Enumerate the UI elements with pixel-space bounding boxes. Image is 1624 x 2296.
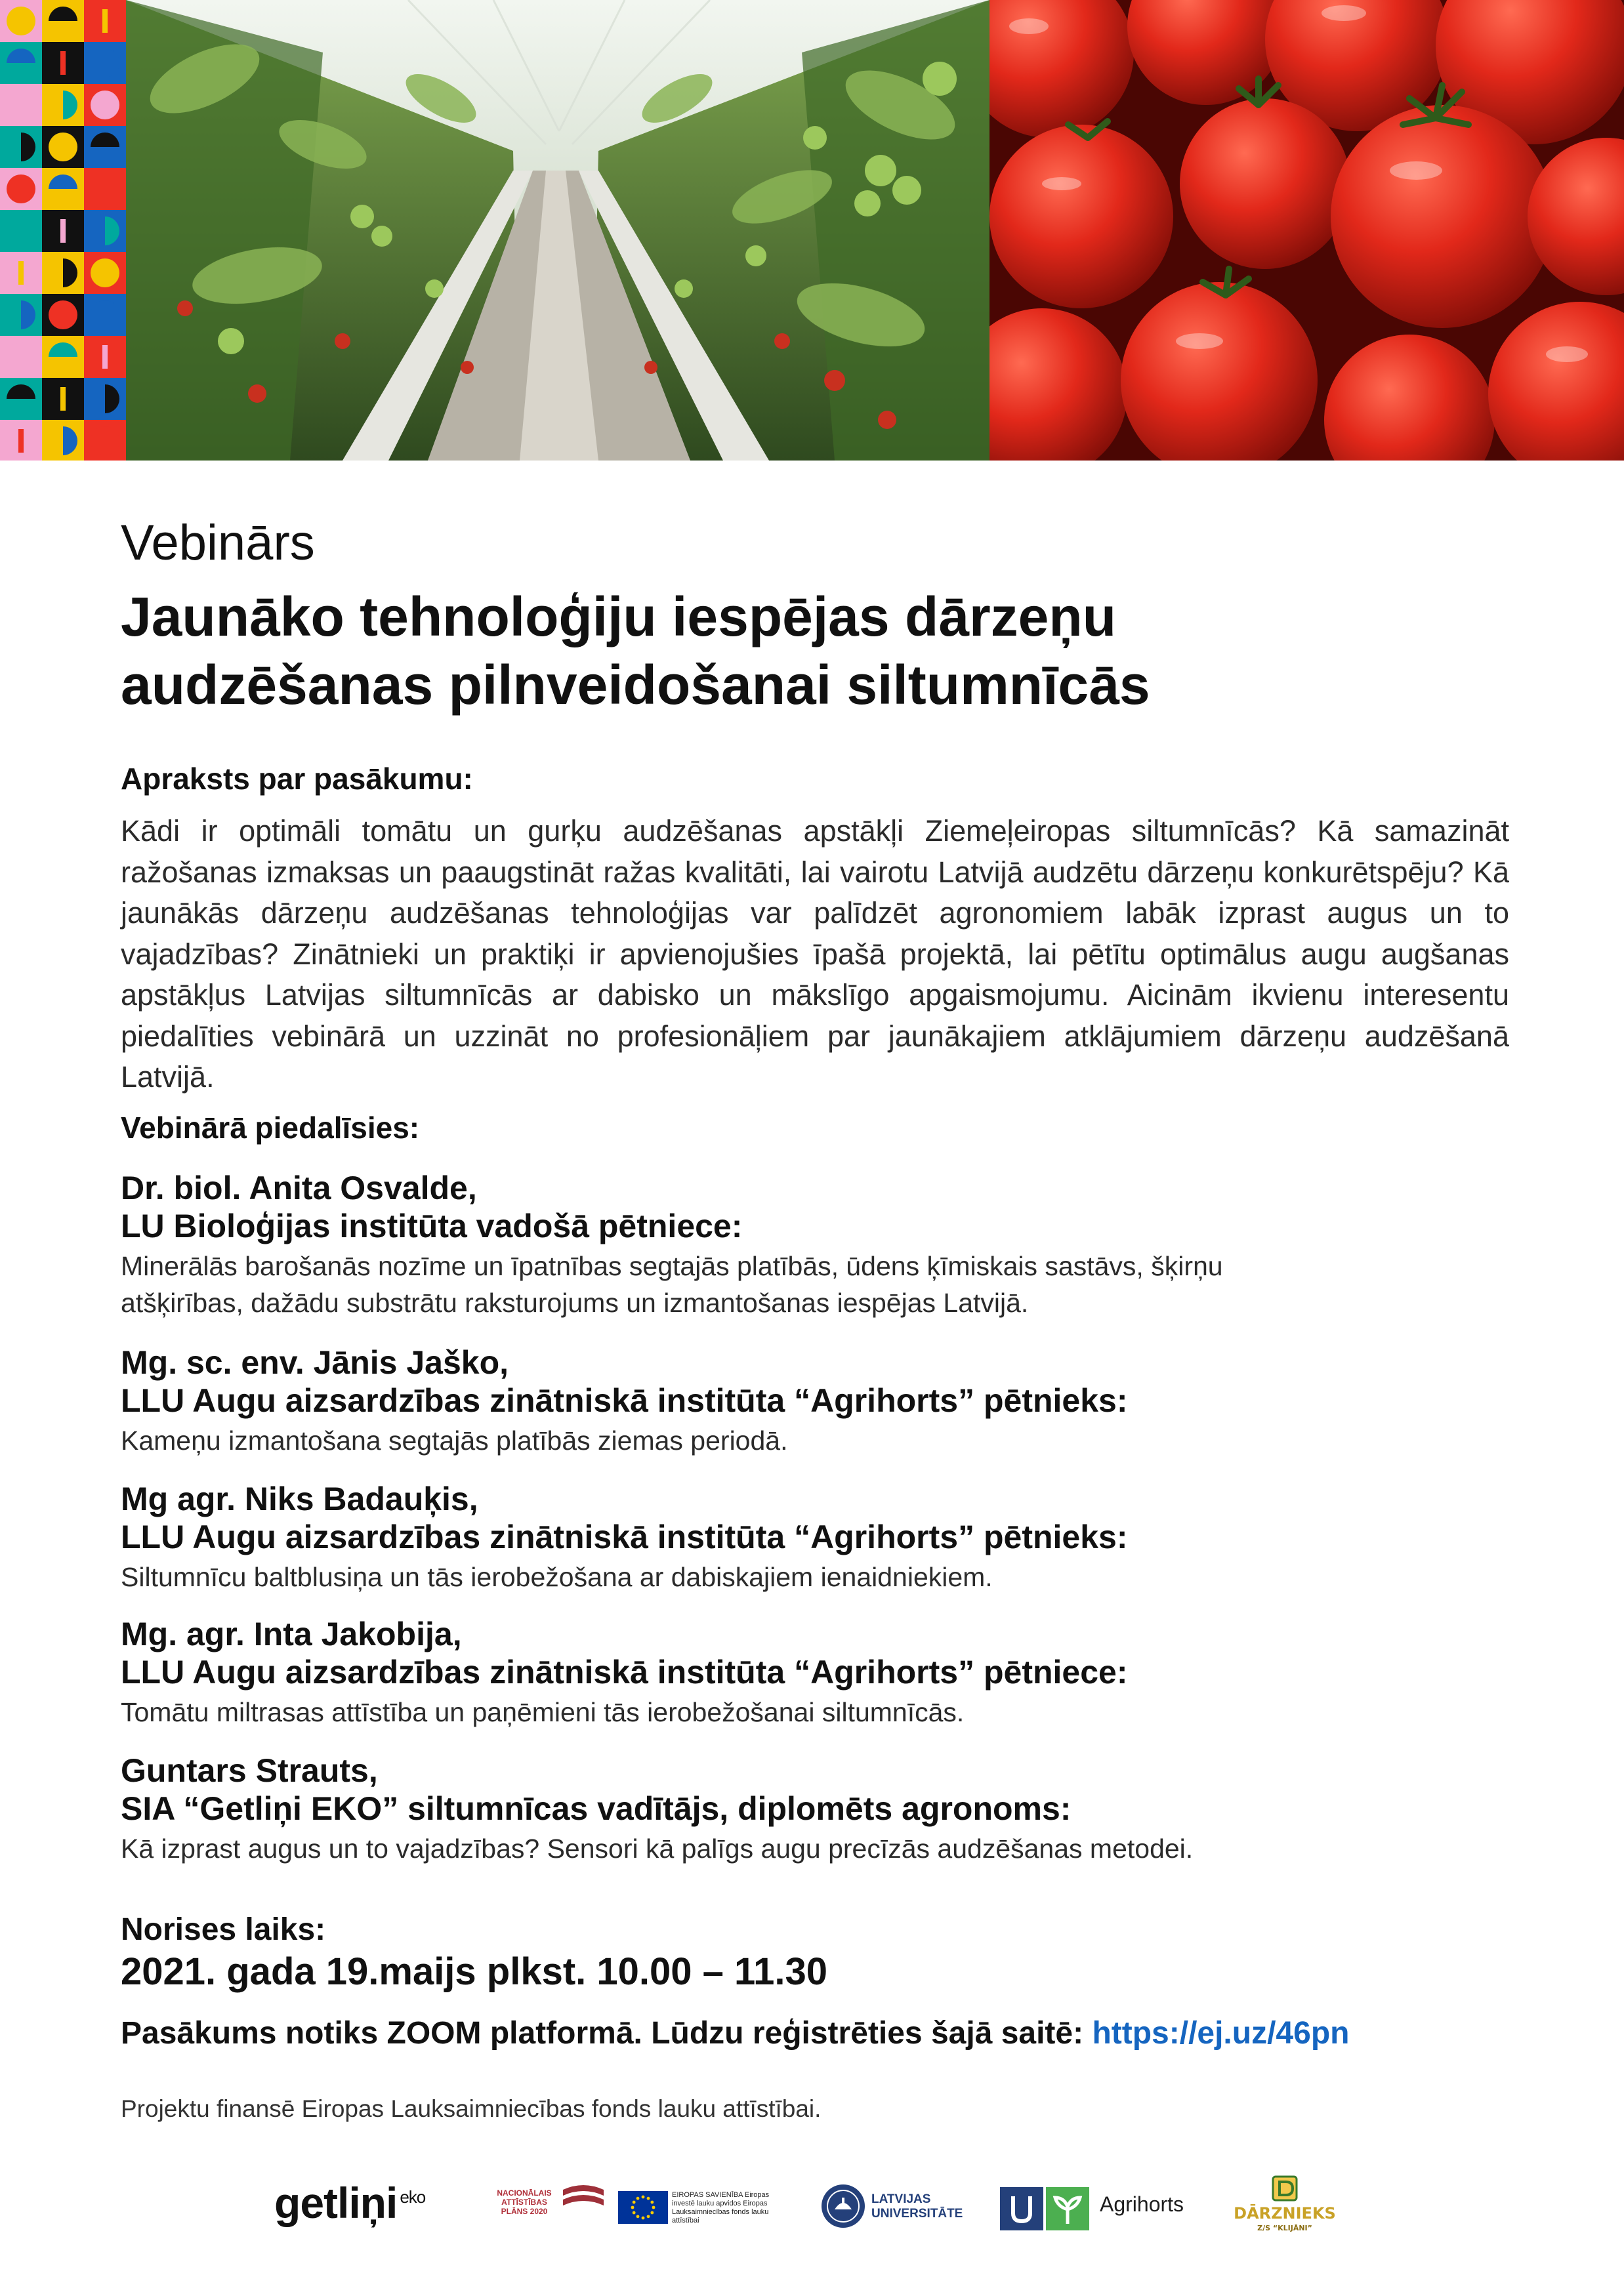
speaker-topic: Siltumnīcu baltblusiņa un tās ierobežošana ar dabiskajiem ienaidniekiem. (121, 1562, 993, 1592)
tomatoes-photo (989, 0, 1624, 461)
mosaic-shape (102, 9, 108, 33)
mosaic-shape (102, 177, 108, 201)
speaker-topic (121, 1248, 1531, 1321)
darznieks-logo-sub: Z/S “KLIJĀNI” (1257, 2224, 1312, 2232)
eu-logo-text: EIROPAS SAVIENĪBA Eiropas investē lauku apvidos Eiropas Lauksaimniecības fonds lauku attīstībai (672, 2191, 770, 2224)
speaker-guntars-strauts (121, 1752, 1531, 1867)
registration-line (121, 2015, 1349, 2051)
darznieks-logo-text: DĀRZNIEKS (1234, 2204, 1336, 2223)
eu-star (650, 2201, 654, 2204)
speaker-role: LLU Augu aizsardzības zinātniskā institūta “Agrihorts” pētnieks: (121, 1382, 1128, 1419)
description-text: Kādi ir optimāli tomātu un gurķu audzēšanas apstākļi Ziemeļeiropas siltumnīcās? Kā samazināt ražošanas izmaksas un paaugstināt ražas kvalitāti, lai vairotu Latvijā audzētu dārzeņu konkurētspēju? Kā jaunākās dārzeņu audzēšanas tehnoloģijas var palīdzēt agronomiem labāk izprast augus un to vajadzības? Zinātnieki un praktiķi ir apvienojušies īpašā projektā, lai pētītu optimālus augu augšanas apstākļus Latvijas siltumnīcās ar dabisko un mākslīgo apgaismojumu. Aicinām ikvienu interesentu piedalīties vebinārā un uzzināt no profesionāļiem par jaunākajiem atklājumiem dārzeņu audzēšanā Latvijā. (121, 814, 1509, 1094)
schedule-datetime: 2021. gada 19.maijs plkst. 10.00 – 11.30 (121, 1950, 827, 1993)
eu-star (631, 2206, 635, 2209)
header-banner (0, 0, 1624, 461)
speaker-niks-badaukis (121, 1480, 1531, 1595)
mosaic-shape (91, 426, 119, 455)
speaker-topic: Tomātu miltrasas attīstība un paņēmieni tās ierobežošanai siltumnīcās. (121, 1697, 965, 1727)
mosaic-shape (7, 7, 35, 35)
speaker-name: Dr. biol. Anita Osvalde, (121, 1170, 477, 1206)
lu-logo-line: UNIVERSITĀTE (871, 2207, 963, 2221)
eu-star (652, 2206, 656, 2209)
lu-seal-icon (820, 2183, 866, 2229)
description-heading: Apraksts par pasākumu: (121, 762, 473, 796)
registration-link[interactable]: https://ej.uz/46pn (1092, 2016, 1350, 2051)
speaker-janis-jasko (121, 1343, 1531, 1459)
speaker-topic-line: Minerālās barošanās nozīme un īpatnības segtajās platībās, ūdens ķīmiskais sastāvs, šķirņu (121, 1251, 1223, 1281)
mosaic-shape (18, 93, 24, 117)
mosaic-shape (60, 387, 66, 411)
agrihorts-icon (1000, 2187, 1092, 2230)
eu-star (642, 2196, 645, 2199)
speaker-topic-line: atšķirības, dažādu substrātu raksturojums un izmantošanas iespējas Latvijā. (121, 1288, 1029, 1318)
title-line-1: Jaunāko tehnoloģiju iespējas dārzeņu (121, 586, 1117, 647)
mosaic-shape (18, 261, 24, 285)
mosaic-shape (49, 300, 77, 329)
mosaic-shape (7, 174, 35, 203)
eu-star (650, 2211, 654, 2215)
speakers-heading: Vebinārā piedalīsies: (121, 1111, 420, 1145)
mosaic-shape (60, 219, 66, 243)
getlini-logo-text: getliņi (274, 2179, 398, 2227)
latvia-flag-icon (562, 2183, 605, 2212)
speaker-inta-jakobija (121, 1615, 1531, 1731)
event-type: Vebinārs (121, 515, 315, 571)
greenhouse-photo (126, 0, 989, 461)
funding-note: Projektu finansē Eiropas Lauksaimniecības fonds lauku attīstībai. (121, 2095, 822, 2122)
speaker-role: LLU Augu aizsardzības zinātniskā institūta “Agrihorts” pētnieks: (121, 1519, 1128, 1555)
eu-star (647, 2197, 650, 2200)
decorative-mosaic (0, 0, 126, 461)
latvia-flag-logo (562, 2183, 605, 2215)
mosaic-shape (18, 429, 24, 453)
speaker-name: Mg. agr. Inta Jakobija, (121, 1616, 462, 1652)
getlini-logo-sup: eko (400, 2187, 426, 2207)
registration-text: Pasākums notiks ZOOM platformā. Lūdzu reģistrēties šajā saitē: (121, 2016, 1093, 2051)
speaker-topic: Kā izprast augus un to vajadzības? Sensori kā palīgs augu precīzās audzēšanas metodei. (121, 1834, 1194, 1864)
eu-star (636, 2215, 640, 2218)
speaker-role: LU Bioloģijas institūta vadošā pētniece: (121, 1208, 743, 1244)
mosaic-shape (49, 133, 77, 161)
nap-logo-text: NACIONĀLAIS ATTĪSTĪBAS PLĀNS 2020 (497, 2188, 552, 2216)
page-title (121, 583, 1499, 719)
title-line-2: audzēšanas pilnveidošanai siltumnīcās (121, 654, 1150, 716)
mosaic-shape (91, 258, 119, 287)
speaker-role: SIA “Getliņi EKO” siltumnīcas vadītājs, diplomēts agronoms: (121, 1790, 1072, 1827)
eu-star (642, 2217, 645, 2220)
darznieks-badge-icon (1232, 2174, 1337, 2240)
eu-flag-icon (618, 2191, 668, 2224)
mosaic-shape (102, 345, 108, 369)
schedule-label: Norises laiks: (121, 1912, 326, 1947)
lu-logo-text (871, 2192, 963, 2221)
getlini-eko-logo (274, 2178, 425, 2228)
mosaic-shape (7, 342, 35, 371)
speaker-name: Guntars Strauts, (121, 1752, 378, 1789)
speaker-name: Mg agr. Niks Badauķis, (121, 1481, 478, 1517)
speaker-anita-osvalde (121, 1169, 1531, 1321)
eu-star (633, 2201, 636, 2204)
eu-star (647, 2215, 650, 2218)
darznieks-logo (1232, 2174, 1337, 2240)
mosaic-shape (60, 51, 66, 75)
speaker-name: Mg. sc. env. Jānis Jaško, (121, 1344, 509, 1381)
mosaic-shape (91, 91, 119, 119)
eu-star (636, 2197, 640, 2200)
speaker-topic: Kameņu izmantošana segtajās platībās ziemas periodā. (121, 1425, 788, 1456)
eu-star (633, 2211, 636, 2215)
agrihorts-logo-text: Agrihorts (1100, 2192, 1184, 2216)
lu-logo-line: LATVIJAS (871, 2192, 931, 2206)
speaker-role: LLU Augu aizsardzības zinātniskā institūta “Agrihorts” pētniece: (121, 1654, 1128, 1691)
sponsor-logos (0, 2165, 1624, 2244)
